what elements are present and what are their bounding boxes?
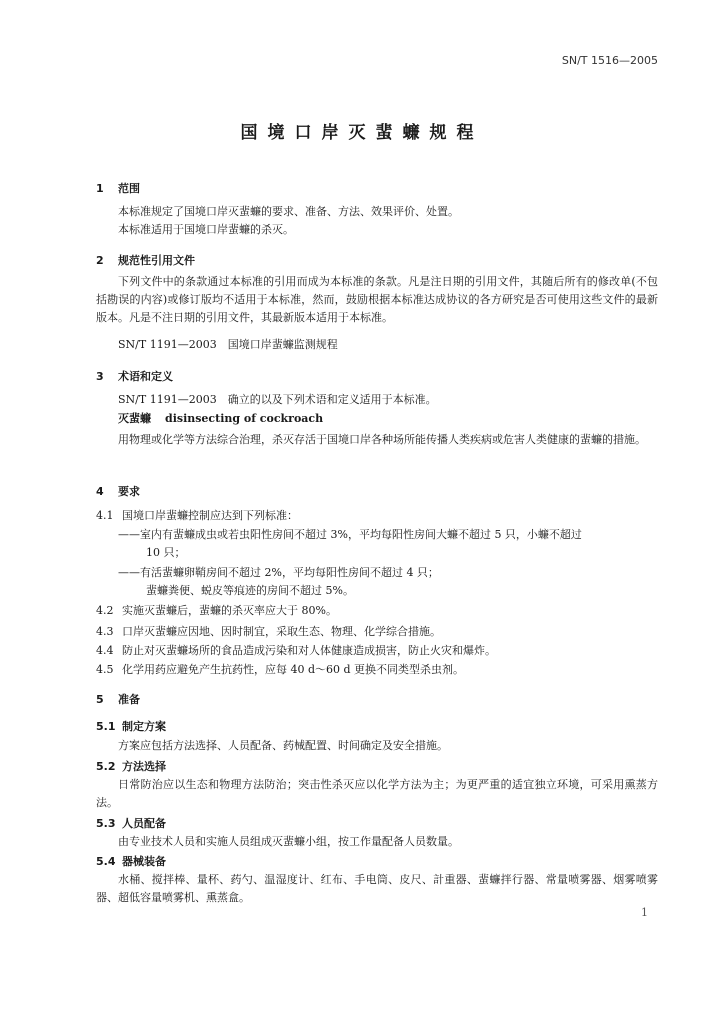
subsection-5-4-heading xyxy=(96,853,166,869)
section-5-heading xyxy=(96,691,140,707)
section-title: 范围 xyxy=(118,182,140,195)
normative-reference: SN/T 1191—2003 国境口岸蜚蠊监测规程 xyxy=(118,338,338,351)
term-english: disinsecting of cockroach xyxy=(165,412,324,425)
term xyxy=(118,411,323,427)
subsection-number: 5.4 xyxy=(96,855,116,868)
section-number: 4 xyxy=(96,485,104,498)
list-item: ——有活蜚蠊卵鞘房间不超过 2%，平均每阳性房间不超过 4 只； xyxy=(118,566,439,579)
clause-number: 4.1 xyxy=(96,509,114,522)
clause-text: 实施灭蜚蠊后，蜚蠊的杀灭率应大于 80%。 xyxy=(122,604,337,617)
subsection-5-2-heading xyxy=(96,758,166,774)
subsection-5-3-heading xyxy=(96,815,166,831)
paragraph: 本标准规定了国境口岸灭蜚蠊的要求、准备、方法、效果评价、处置。 xyxy=(118,205,459,218)
clause-4-1 xyxy=(96,508,298,524)
subsection-title: 方法选择 xyxy=(122,760,166,773)
subsection-title: 器械装备 xyxy=(122,855,166,868)
subsection-number: 5.3 xyxy=(96,817,116,830)
section-2-heading xyxy=(96,252,195,268)
subsection-title: 制定方案 xyxy=(122,720,166,733)
clause-text: 口岸灭蜚蠊应因地、因时制宜，采取生态、物理、化学综合措施。 xyxy=(122,625,441,638)
term-definition: 用物理或化学等方法综合治理，杀灭存活于国境口岸各种场所能传播人类疾病或危害人类健康的蜚蠊的措施。 xyxy=(118,433,646,446)
clause-text: 化学用药应避免产生抗药性，应每 40 d～60 d 更换不同类型杀虫剂。 xyxy=(122,663,465,676)
subsection-number: 5.1 xyxy=(96,720,116,733)
paragraph: 日常防治应以生态和物理方法防治；突击性杀灭应以化学方法为主；为更严重的适宜独立环境，可采用熏蒸方法。 xyxy=(96,778,658,809)
section-number: 5 xyxy=(96,693,104,706)
list-item-continuation: 10 只； xyxy=(146,546,186,559)
document-title: 国境口岸灭蜚蠊规程 xyxy=(240,123,484,143)
clause-4-4 xyxy=(96,643,496,659)
page-number: 1 xyxy=(641,906,648,919)
section-number: 3 xyxy=(96,370,104,383)
paragraph: 本标准适用于国境口岸蜚蠊的杀灭。 xyxy=(118,223,294,236)
clause-number: 4.3 xyxy=(96,625,114,638)
paragraph: 下列文件中的条款通过本标准的引用而成为本标准的条款。凡是注日期的引用文件，其随后所有的修改单(不包括勘误的内容)或修订版均不适用于本标准，然而，鼓励根据本标准达成协议的各方研究是否可使用这些文件的最新版本。凡是不注日期的引用文件，其最新版本适用于本标准。 xyxy=(96,275,658,324)
subsection-title: 人员配备 xyxy=(122,817,166,830)
paragraph: 由专业技术人员和实施人员组成灭蜚蠊小组，按工作量配备人员数量。 xyxy=(118,835,459,848)
list-item: ——室内有蜚蠊成虫或若虫阳性房间不超过 3%，平均每阳性房间大蠊不超过 5 只，小蠊不超过 xyxy=(118,528,582,541)
clause-number: 4.5 xyxy=(96,663,114,676)
subsection-number: 5.2 xyxy=(96,760,116,773)
clause-text: 防止对灭蜚蠊场所的食品造成污染和对人体健康造成损害，防止火灾和爆炸。 xyxy=(122,644,496,657)
paragraph: 方案应包括方法选择、人员配备、药械配置、时间确定及安全措施。 xyxy=(118,739,448,752)
clause-number: 4.2 xyxy=(96,604,114,617)
section-title: 术语和定义 xyxy=(118,370,173,383)
section-1-heading xyxy=(96,180,140,196)
paragraph: SN/T 1191—2003 确立的以及下列术语和定义适用于本标准。 xyxy=(118,393,437,406)
clause-4-3 xyxy=(96,624,441,640)
section-number: 1 xyxy=(96,182,104,195)
term-chinese: 灭蜚蠊 xyxy=(118,412,151,425)
clause-4-5 xyxy=(96,662,464,678)
subsection-5-1-heading xyxy=(96,718,166,734)
section-4-heading xyxy=(96,483,140,499)
paragraph: 水桶、搅拌棒、量杯、药勺、温湿度计、红布、手电筒、皮尺、計重器、蜚蠊拌行器、常量喷雾器、烟雾喷雾器、超低容量喷雾机、熏蒸盒。 xyxy=(96,873,658,904)
clause-number: 4.4 xyxy=(96,644,114,657)
section-title: 要求 xyxy=(118,485,140,498)
clause-text: 国境口岸蜚蠊控制应达到下列标准： xyxy=(122,509,298,522)
list-item-continuation: 蜚蠊粪便、蜕皮等痕迹的房间不超过 5%。 xyxy=(146,584,354,597)
section-title: 准备 xyxy=(118,693,140,706)
section-title: 规范性引用文件 xyxy=(118,254,195,267)
standard-number: SN/T 1516—2005 xyxy=(561,54,658,67)
clause-4-2 xyxy=(96,603,337,619)
section-3-heading xyxy=(96,368,173,384)
section-number: 2 xyxy=(96,254,104,267)
